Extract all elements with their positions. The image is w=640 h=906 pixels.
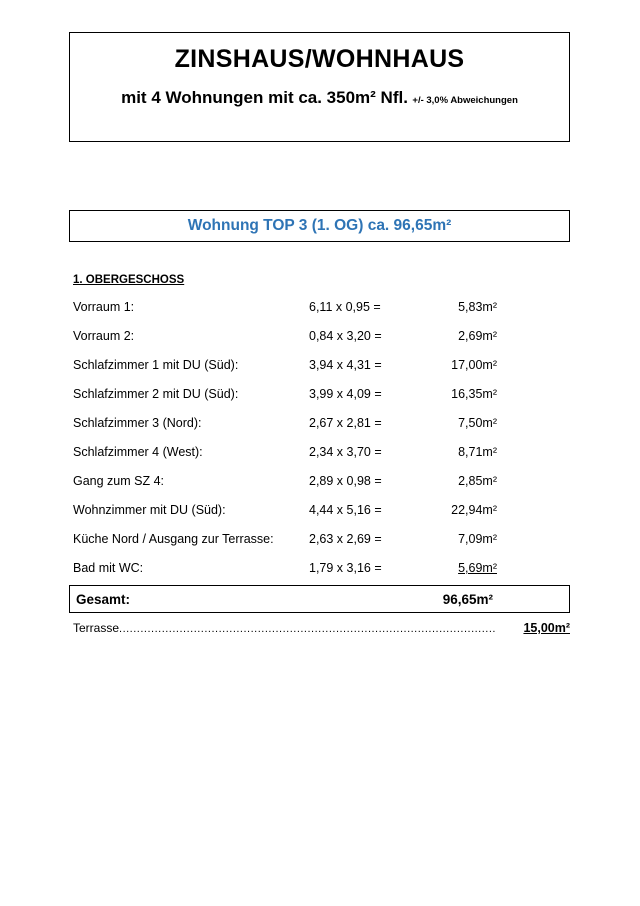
room-name: Schlafzimmer 2 mit DU (Süd): [73,387,239,401]
room-area: 16,35m² [451,387,497,401]
room-dimensions: 2,67 x 2,81 = [309,416,382,430]
header-subtitle-line [70,88,569,108]
room-area: 2,85m² [458,474,497,488]
room-name: Schlafzimmer 3 (Nord): [73,416,202,430]
room-name: Vorraum 1: [73,300,135,314]
table-row [73,532,570,561]
room-name: Vorraum 2: [73,329,135,343]
header-subtitle-note: +/- 3,0% Abweichungen [412,95,518,106]
table-row [73,503,570,532]
table-row [73,416,570,445]
total-label: Gesamt: [76,591,131,607]
header-subtitle: mit 4 Wohnungen mit ca. 350m² Nfl. [121,88,408,107]
room-dimensions: 3,94 x 4,31 = [309,358,382,372]
room-area: 7,09m² [458,532,497,546]
header-box [69,32,570,142]
unit-title-box [69,210,570,242]
table-row [73,445,570,474]
room-dimensions: 2,63 x 2,69 = [309,532,382,546]
table-row [73,300,570,329]
room-list [73,300,570,590]
room-dimensions: 6,11 x 0,95 = [309,300,381,314]
room-area: 5,69m² [458,561,497,575]
terrace-row [73,621,570,635]
room-dimensions: 2,89 x 0,98 = [309,474,382,488]
terrace-area: 15,00m² [523,621,570,635]
room-dimensions: 0,84 x 3,20 = [309,329,382,343]
total-value: 96,65m² [442,591,493,607]
room-name: Wohnzimmer mit DU (Süd): [73,503,226,517]
terrace-dot-leader: .......................................................................................................... [119,623,496,635]
room-name: Gang zum SZ 4: [73,474,165,488]
room-name: Bad mit WC: [73,561,144,575]
room-name: Küche Nord / Ausgang zur Terrasse: [73,532,274,546]
room-dimensions: 3,99 x 4,09 = [309,387,382,401]
room-area: 5,83m² [458,300,497,314]
table-row [73,387,570,416]
page-title: ZINSHAUS/WOHNHAUS [174,45,465,73]
table-row [73,358,570,387]
room-name: Schlafzimmer 1 mit DU (Süd): [73,358,239,372]
room-area: 17,00m² [451,358,497,372]
table-row [73,329,570,358]
room-area: 2,69m² [458,329,497,343]
section-label: 1. OBERGESCHOSS [73,274,185,286]
room-dimensions: 4,44 x 5,16 = [309,503,382,517]
room-area: 22,94m² [451,503,497,517]
room-name: Schlafzimmer 4 (West): [73,445,203,459]
room-area: 7,50m² [458,416,497,430]
room-dimensions: 2,34 x 3,70 = [309,445,382,459]
room-dimensions: 1,79 x 3,16 = [309,561,382,575]
terrace-label: Terrasse [73,621,120,635]
table-row [73,474,570,503]
room-area: 8,71m² [458,445,497,459]
unit-title: Wohnung TOP 3 (1. OG) ca. 96,65m² [187,217,452,234]
total-box [69,585,570,613]
